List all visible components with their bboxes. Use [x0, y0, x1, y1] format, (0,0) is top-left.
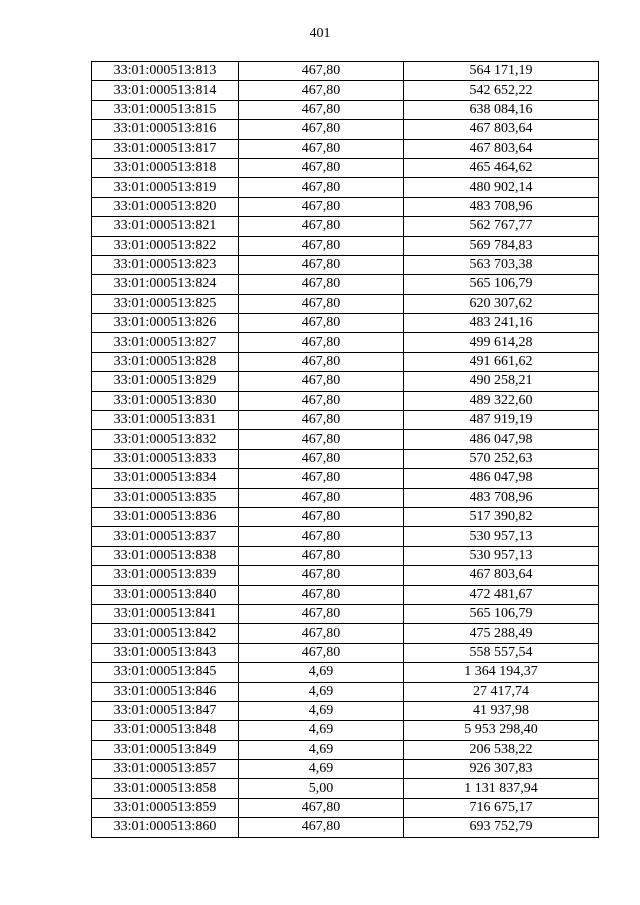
rate-cell: 4,69: [239, 740, 404, 759]
table-row: [92, 721, 599, 740]
rate-cell: 467,80: [239, 449, 404, 468]
cadastral-value-cell: 638 084,16: [404, 100, 599, 119]
rate-cell: 467,80: [239, 411, 404, 430]
rate-cell: 4,69: [239, 721, 404, 740]
cadastral-number-cell: 33:01:000513:858: [92, 779, 239, 798]
cadastral-number-cell: 33:01:000513:857: [92, 760, 239, 779]
cadastral-value-cell: 569 784,83: [404, 236, 599, 255]
cadastral-number-cell: 33:01:000513:827: [92, 333, 239, 352]
table-row: [92, 663, 599, 682]
cadastral-number-cell: 33:01:000513:821: [92, 217, 239, 236]
table-row: [92, 566, 599, 585]
cadastral-number-cell: 33:01:000513:824: [92, 275, 239, 294]
cadastral-value-cell: 716 675,17: [404, 798, 599, 817]
cadastral-value-cell: 480 902,14: [404, 178, 599, 197]
cadastral-value-cell: 558 557,54: [404, 643, 599, 662]
rate-cell: 467,80: [239, 372, 404, 391]
cadastral-value-cell: 467 803,64: [404, 566, 599, 585]
cadastral-number-cell: 33:01:000513:838: [92, 546, 239, 565]
table-row: [92, 217, 599, 236]
table-row: [92, 314, 599, 333]
rate-cell: 467,80: [239, 507, 404, 526]
table-row: [92, 507, 599, 526]
cadastral-number-cell: 33:01:000513:814: [92, 81, 239, 100]
table-row: [92, 430, 599, 449]
cadastral-number-cell: 33:01:000513:848: [92, 721, 239, 740]
rate-cell: 467,80: [239, 546, 404, 565]
table-row: [92, 469, 599, 488]
cadastral-value-cell: 926 307,83: [404, 760, 599, 779]
cadastral-number-cell: 33:01:000513:840: [92, 585, 239, 604]
table-row: [92, 255, 599, 274]
table-row: [92, 333, 599, 352]
cadastral-value-cell: 499 614,28: [404, 333, 599, 352]
rate-cell: 467,80: [239, 333, 404, 352]
cadastral-number-cell: 33:01:000513:859: [92, 798, 239, 817]
rate-cell: 467,80: [239, 314, 404, 333]
cadastral-number-cell: 33:01:000513:839: [92, 566, 239, 585]
cadastral-value-cell: 530 957,13: [404, 546, 599, 565]
table-row: [92, 62, 599, 81]
cadastral-value-cell: 5 953 298,40: [404, 721, 599, 740]
cadastral-number-cell: 33:01:000513:815: [92, 100, 239, 119]
cadastral-number-cell: 33:01:000513:847: [92, 701, 239, 720]
cadastral-value-cell: 489 322,60: [404, 391, 599, 410]
table-row: [92, 197, 599, 216]
table-row: [92, 391, 599, 410]
rate-cell: 467,80: [239, 430, 404, 449]
cadastral-number-cell: 33:01:000513:825: [92, 294, 239, 313]
cadastral-number-cell: 33:01:000513:843: [92, 643, 239, 662]
table-row: [92, 701, 599, 720]
rate-cell: 467,80: [239, 217, 404, 236]
cadastral-value-cell: 467 803,64: [404, 120, 599, 139]
cadastral-value-cell: 467 803,64: [404, 139, 599, 158]
table-row: [92, 372, 599, 391]
cadastral-number-cell: 33:01:000513:817: [92, 139, 239, 158]
rate-cell: 4,69: [239, 760, 404, 779]
cadastral-value-cell: 206 538,22: [404, 740, 599, 759]
table-row: [92, 488, 599, 507]
table-row: [92, 624, 599, 643]
rate-cell: 467,80: [239, 643, 404, 662]
rate-cell: 467,80: [239, 624, 404, 643]
rate-cell: 5,00: [239, 779, 404, 798]
cadastral-value-cell: 565 106,79: [404, 275, 599, 294]
table-row: [92, 585, 599, 604]
table-row: [92, 158, 599, 177]
cadastral-value-cell: 530 957,13: [404, 527, 599, 546]
cadastral-number-cell: 33:01:000513:846: [92, 682, 239, 701]
cadastral-number-cell: 33:01:000513:819: [92, 178, 239, 197]
table-row: [92, 818, 599, 837]
rate-cell: 467,80: [239, 352, 404, 371]
cadastral-number-cell: 33:01:000513:836: [92, 507, 239, 526]
rate-cell: 4,69: [239, 663, 404, 682]
cadastral-number-cell: 33:01:000513:829: [92, 372, 239, 391]
rate-cell: 467,80: [239, 566, 404, 585]
cadastral-number-cell: 33:01:000513:830: [92, 391, 239, 410]
rate-cell: 467,80: [239, 391, 404, 410]
cadastral-number-cell: 33:01:000513:832: [92, 430, 239, 449]
table-body: [92, 62, 599, 838]
rate-cell: 467,80: [239, 197, 404, 216]
table-row: [92, 643, 599, 662]
cadastral-number-cell: 33:01:000513:841: [92, 604, 239, 623]
cadastral-number-cell: 33:01:000513:813: [92, 62, 239, 81]
rate-cell: 467,80: [239, 604, 404, 623]
table-row: [92, 411, 599, 430]
rate-cell: 4,69: [239, 701, 404, 720]
rate-cell: 467,80: [239, 585, 404, 604]
cadastral-number-cell: 33:01:000513:835: [92, 488, 239, 507]
rate-cell: 467,80: [239, 798, 404, 817]
table-row: [92, 798, 599, 817]
cadastral-value-cell: 483 241,16: [404, 314, 599, 333]
cadastral-value-cell: 483 708,96: [404, 488, 599, 507]
cadastral-value-cell: 41 937,98: [404, 701, 599, 720]
table-row: [92, 449, 599, 468]
cadastral-value-cell: 620 307,62: [404, 294, 599, 313]
cadastral-value-cell: 1 131 837,94: [404, 779, 599, 798]
cadastral-value-cell: 491 661,62: [404, 352, 599, 371]
table-row: [92, 294, 599, 313]
table-row: [92, 527, 599, 546]
rate-cell: 467,80: [239, 158, 404, 177]
cadastral-value-cell: 562 767,77: [404, 217, 599, 236]
cadastral-number-cell: 33:01:000513:818: [92, 158, 239, 177]
cadastral-number-cell: 33:01:000513:837: [92, 527, 239, 546]
rate-cell: 467,80: [239, 255, 404, 274]
rate-cell: 467,80: [239, 469, 404, 488]
table-row: [92, 178, 599, 197]
table-row: [92, 236, 599, 255]
cadastral-value-cell: 1 364 194,37: [404, 663, 599, 682]
cadastral-number-cell: 33:01:000513:822: [92, 236, 239, 255]
cadastral-value-cell: 570 252,63: [404, 449, 599, 468]
table-row: [92, 275, 599, 294]
cadastral-value-cell: 542 652,22: [404, 81, 599, 100]
rate-cell: 467,80: [239, 100, 404, 119]
cadastral-number-cell: 33:01:000513:834: [92, 469, 239, 488]
cadastral-number-cell: 33:01:000513:842: [92, 624, 239, 643]
table-row: [92, 682, 599, 701]
cadastral-number-cell: 33:01:000513:831: [92, 411, 239, 430]
cadastral-value-cell: 517 390,82: [404, 507, 599, 526]
rate-cell: 467,80: [239, 818, 404, 837]
cadastral-value-cell: 486 047,98: [404, 430, 599, 449]
table-row: [92, 740, 599, 759]
rate-cell: 467,80: [239, 139, 404, 158]
cadastral-value-cell: 490 258,21: [404, 372, 599, 391]
rate-cell: 467,80: [239, 236, 404, 255]
table-row: [92, 779, 599, 798]
table-row: [92, 81, 599, 100]
table-row: [92, 604, 599, 623]
rate-cell: 467,80: [239, 488, 404, 507]
rate-cell: 467,80: [239, 120, 404, 139]
cadastral-value-cell: 483 708,96: [404, 197, 599, 216]
cadastral-value-cell: 465 464,62: [404, 158, 599, 177]
cadastral-number-cell: 33:01:000513:820: [92, 197, 239, 216]
cadastral-value-cell: 27 417,74: [404, 682, 599, 701]
cadastral-value-cell: 693 752,79: [404, 818, 599, 837]
cadastral-value-cell: 564 171,19: [404, 62, 599, 81]
cadastral-number-cell: 33:01:000513:816: [92, 120, 239, 139]
table-row: [92, 120, 599, 139]
rate-cell: 467,80: [239, 294, 404, 313]
rate-cell: 467,80: [239, 62, 404, 81]
table-row: [92, 546, 599, 565]
table-row: [92, 139, 599, 158]
rate-cell: 467,80: [239, 275, 404, 294]
cadastral-value-cell: 475 288,49: [404, 624, 599, 643]
cadastral-value-cell: 486 047,98: [404, 469, 599, 488]
table-row: [92, 352, 599, 371]
page-number: 401: [309, 26, 331, 41]
rate-cell: 467,80: [239, 178, 404, 197]
cadastral-value-cell: 565 106,79: [404, 604, 599, 623]
cadastral-number-cell: 33:01:000513:828: [92, 352, 239, 371]
cadastral-number-cell: 33:01:000513:849: [92, 740, 239, 759]
cadastral-number-cell: 33:01:000513:833: [92, 449, 239, 468]
cadastral-value-cell: 487 919,19: [404, 411, 599, 430]
cadastral-number-cell: 33:01:000513:826: [92, 314, 239, 333]
table-row: [92, 100, 599, 119]
cadastral-number-cell: 33:01:000513:845: [92, 663, 239, 682]
rate-cell: 4,69: [239, 682, 404, 701]
cadastral-value-table: [91, 61, 599, 838]
rate-cell: 467,80: [239, 81, 404, 100]
cadastral-value-cell: 563 703,38: [404, 255, 599, 274]
cadastral-number-cell: 33:01:000513:860: [92, 818, 239, 837]
cadastral-value-cell: 472 481,67: [404, 585, 599, 604]
rate-cell: 467,80: [239, 527, 404, 546]
table-row: [92, 760, 599, 779]
cadastral-number-cell: 33:01:000513:823: [92, 255, 239, 274]
